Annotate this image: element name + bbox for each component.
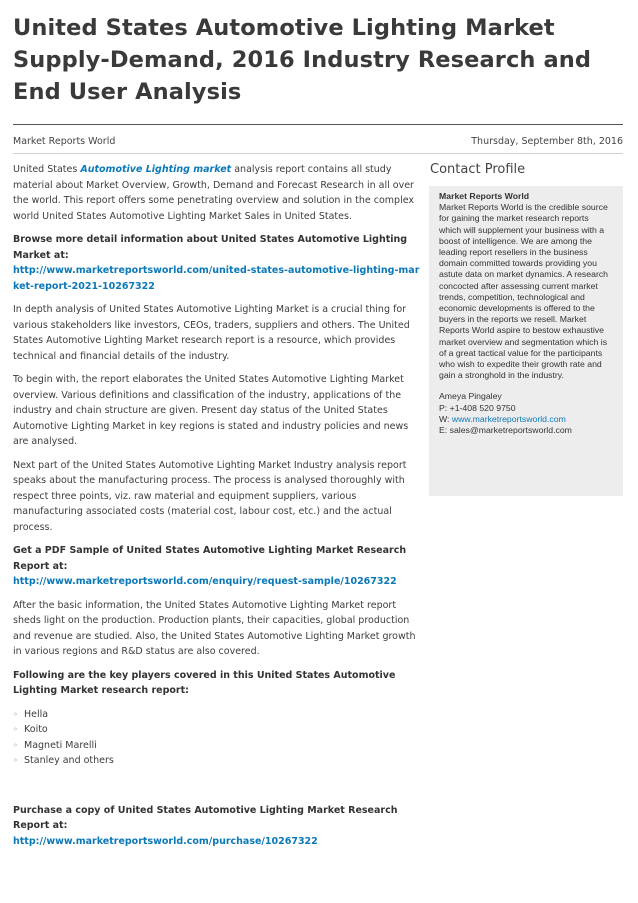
source-name: Market Reports World [13,136,116,147]
publish-date: Thursday, September 8th, 2016 [471,136,623,147]
company-description: Market Reports World is the credible source for gaining the market research reports which will supplement your business with a boost of intelligence. We are among the leading report resellers in the business domain committed towards providing you astute data on market dynamics. A research concocted after assessing current market trends, competition, technological and economic developments is offered to the buyers in the reports we resell. Market Reports World aspire to bestow exhaustive market overview and segmentation which is of a great tactical value for the participants who wish to expedite their growth rate and gain a stronghold in the industry. [439,202,609,381]
page-title: United States Automotive Lighting Market Supply-Demand, 2016 Industry Research and End User Analysis [13,15,592,105]
list-item: ◦ Magneti Marelli [13,738,425,754]
body-paragraph: In depth analysis of United States Automotive Lighting Market is a crucial thing for various stakeholders like investors, CEOs, traders, suppliers and others. The United States Automotive Lighting Market research report is a resource, which provides technical and financial details of the industry. [13,304,410,362]
sample-section [13,543,425,590]
main-content [13,162,425,857]
contact-title: Contact Profile [430,162,526,177]
contact-phone: P: +1-408 520 9750 [439,402,516,413]
purchase-link[interactable]: http://www.marketreportsworld.com/purchase/10267322 [13,835,318,847]
purchase-heading: Purchase a copy of United States Automotive Lighting Market Research Report at: [13,804,398,831]
bullet-icon: ◦ [13,740,18,750]
contact-person: Ameya Pingaley [439,391,502,402]
body-paragraph: To begin with, the report elaborates the United States Automotive Lighting Market overview. Various definitions and classification of the industry, applications of the industry and chain structure are given. Present day status of the United States Automotive Lighting Market in key regions is stated and industry policies and news are analysed. [13,374,409,447]
contact-sidebar [429,160,623,496]
browse-section [13,232,425,294]
bullet-icon: ◦ [13,725,18,734]
players-heading: Following are the key players covered in this United States Automotive Lighting Market research report: [13,669,396,696]
bullet-icon: ◦ [13,709,18,719]
header-divider [13,124,623,125]
players-list [13,707,425,769]
list-item: ◦ Stanley and others [13,753,425,769]
body-paragraph: After the basic information, the United States Automotive Lighting Market report sheds light on the production. Production plants, their capacities, global production and revenue are studied. Also, the United States Automotive Lighting Market growth in various regions and R&D status are also covered. [13,599,416,657]
company-name: Market Reports World [439,191,530,201]
purchase-section [13,803,425,850]
bullet-icon: ◦ [13,756,18,765]
keyword-link[interactable]: Automotive Lighting market [80,164,232,175]
list-item: ◦ Hella [13,707,425,723]
body-paragraph: Next part of the United States Automotive Lighting Market Industry analysis report speaks about the manufacturing process. The process is analysed thoroughly with respect three points, viz. raw material and equipment suppliers, various manufacturing associated costs (material cost, labour cost, etc.) and the actual process. [13,459,407,533]
sample-link[interactable]: http://www.marketreportsworld.com/enquiry/request-sample/10267322 [13,576,397,587]
intro-paragraph: United States Automotive Lighting market analysis report contains all study material about Market Overview, Growth, Demand and Forecast Research in all over the world. This report offers some penetrating overview and solution in the complex world United States Automotive Lighting Market Sales in United States. [13,164,415,222]
browse-heading: Browse more detail information about United States Automotive Lighting Market at: [13,234,408,261]
meta-divider [13,153,623,154]
sample-heading: Get a PDF Sample of United States Automotive Lighting Market Research Report at: [13,545,407,572]
list-item: ◦ Koito [13,722,425,738]
contact-box [429,186,623,496]
contact-web: W: www.marketreportsworld.com [439,413,566,424]
browse-link[interactable]: http://www.marketreportsworld.com/united-states-automotive-lighting-market-report-2021-10267322 [13,265,420,292]
contact-email[interactable]: E: sales@marketreportsworld.com [439,425,572,436]
meta-bar [13,136,623,147]
website-link[interactable]: www.marketreportsworld.com [451,413,566,424]
